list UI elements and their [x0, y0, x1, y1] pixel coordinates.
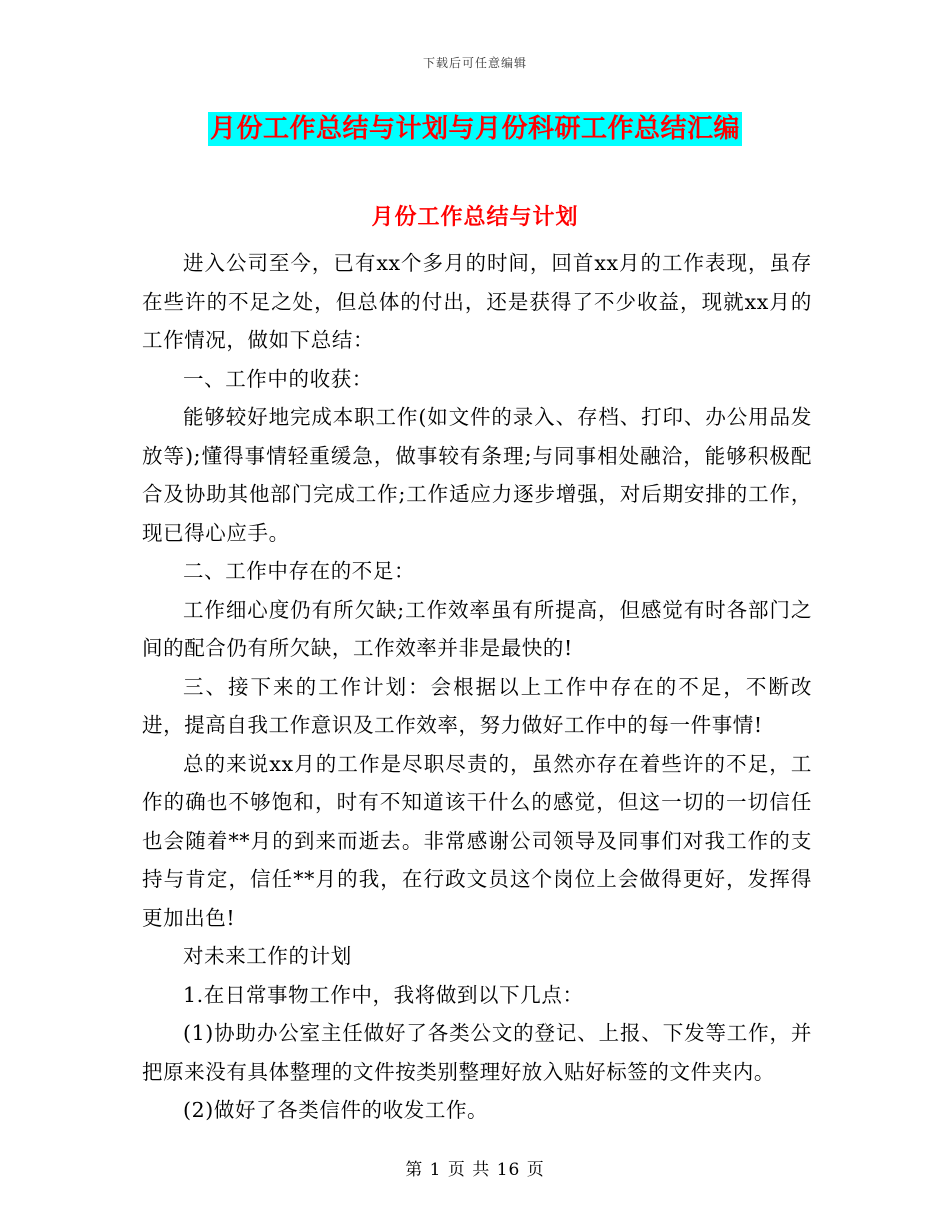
header-note: 下载后可任意编辑 [422, 56, 527, 70]
paragraph: 能够较好地完成本职工作(如文件的录入、存档、打印、办公用品发放等);懂得事情轻重缓急，做事较有条理;与同事相处融洽，能够积极配合及协助其他部门完成工作;工作适应力逐步增强，对后期安排的工作，现已得心应手。 [142, 405, 812, 545]
section-title: 月份工作总结与计划 [371, 204, 579, 230]
paragraph: (1)协助办公室主任做好了各类公文的登记、上报、下发等工作，并把原来没有具体整理的文件按类别整理好放入贴好标签的文件夹内。 [142, 1021, 812, 1084]
document-body [142, 244, 812, 1130]
paragraph: 二、工作中存在的不足： [183, 559, 416, 583]
paragraph: 总的来说xx月的工作是尽职尽责的，虽然亦存在着些许的不足，工作的确也不够饱和，时有不知道该干什么的感觉，但这一切的一切信任也会随着**月的到来而逝去。非常感谢公司领导及同事们对我工作的支持与肯定，信任**月的我，在行政文员这个岗位上会做得更好，发挥得更加出色! [142, 751, 812, 930]
paragraph: 三、接下来的工作计划：会根据以上工作中存在的不足，不断改进，提高自我工作意识及工作效率，努力做好工作中的每一件事情! [142, 674, 812, 737]
paragraph: 对未来工作的计划 [183, 944, 352, 968]
main-title-text: 月份工作总结与计划与月份科研工作总结汇编 [209, 114, 740, 144]
page-footer: 第 1 页 共 16 页 [405, 1160, 545, 1180]
paragraph: 1.在日常事物工作中，我将做到以下几点： [183, 982, 584, 1007]
paragraph: 进入公司至今，已有xx个多月的时间，回首xx月的工作表现，虽存在些许的不足之处，但总体的付出，还是获得了不少收益，现就xx月的工作情况，做如下总结： [142, 251, 812, 352]
paragraph: (2)做好了各类信件的收发工作。 [183, 1098, 489, 1122]
main-title [0, 112, 950, 146]
paragraph: 一、工作中的收获： [183, 366, 373, 391]
paragraph: 工作细心度仍有所欠缺;工作效率虽有所提高，但感觉有时各部门之间的配合仍有所欠缺，工作效率并非是最快的! [142, 597, 812, 660]
